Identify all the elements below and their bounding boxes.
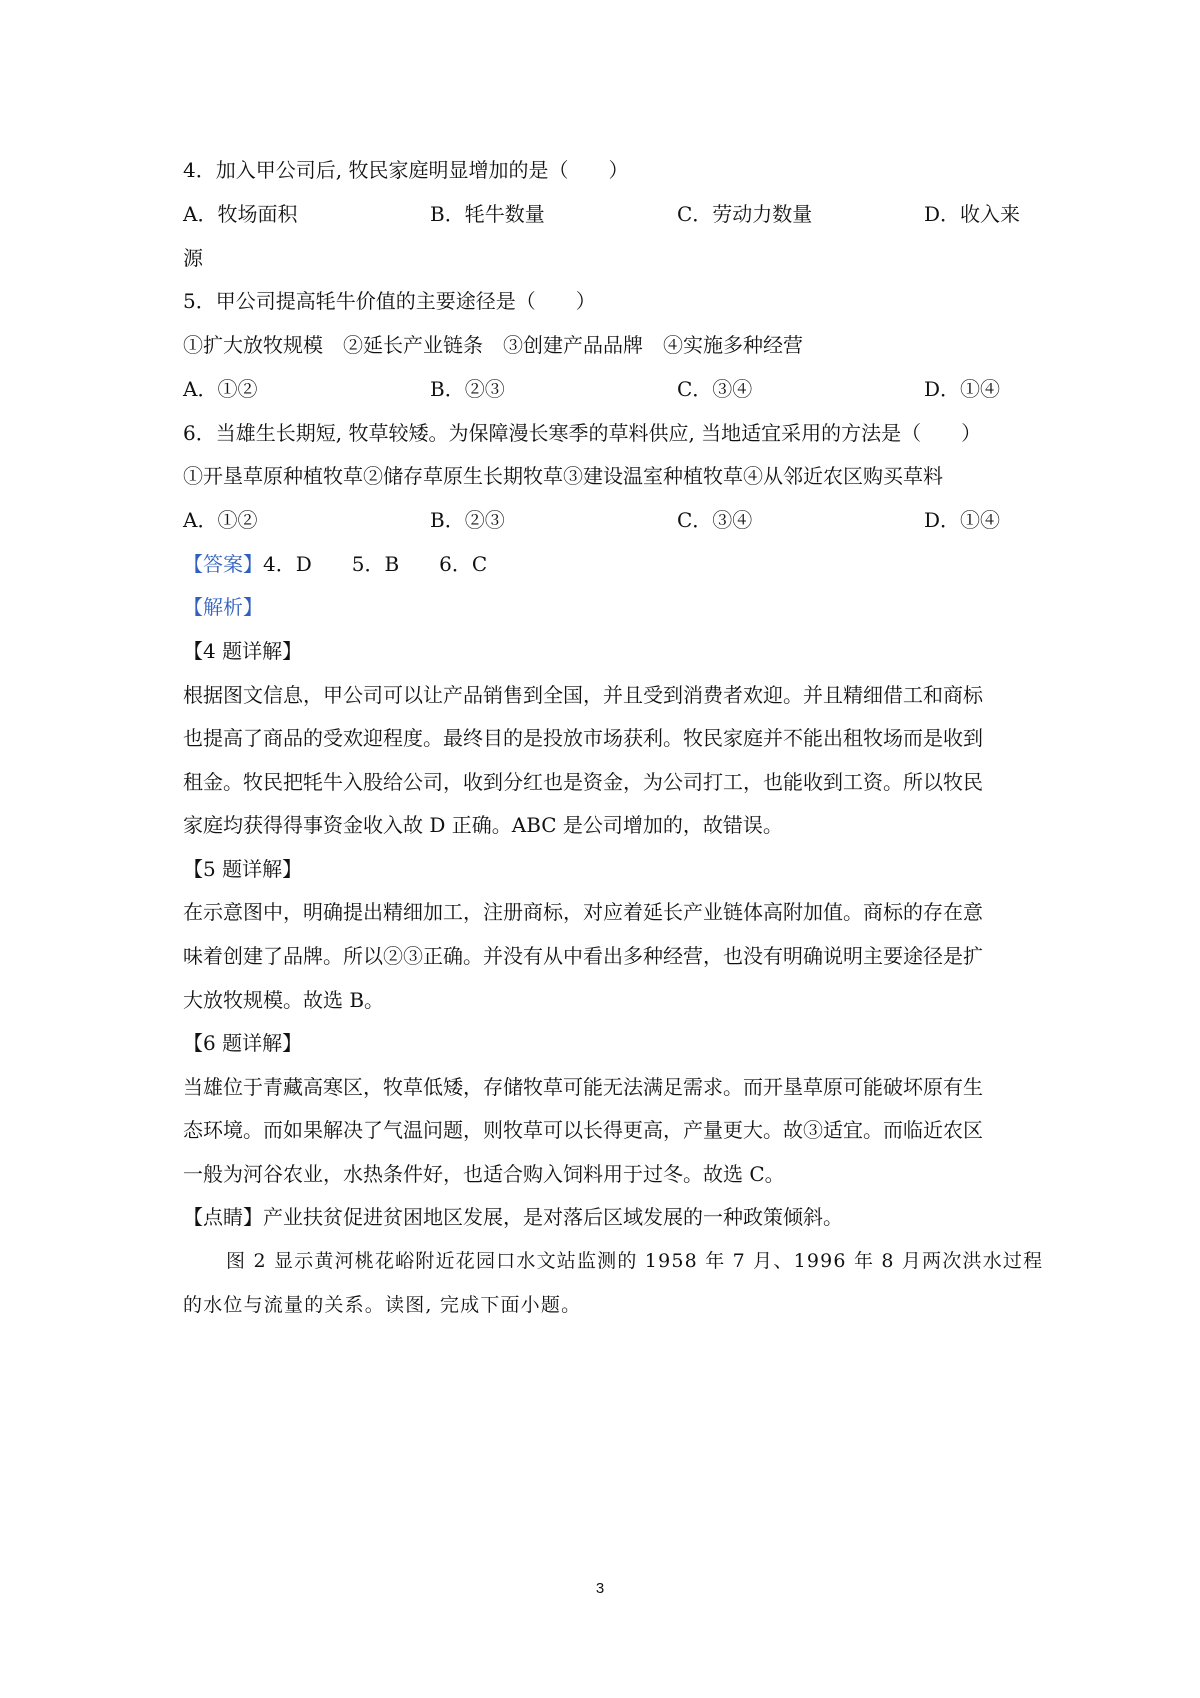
question-5-option-c: C．③④: [677, 377, 753, 401]
detail-5-line: 味着创建了品牌。所以②③正确。并没有从中看出多种经营，也没有明确说明主要途径是扩: [183, 944, 983, 968]
detail-6-line: 态环境。而如果解决了气温问题，则牧草可以长得更高，产量更大。故③适宜。而临近农区: [183, 1118, 983, 1142]
question-6-options: [183, 505, 1023, 535]
detail-4-line: 根据图文信息，甲公司可以让产品销售到全国，并且受到消费者欢迎。并且精细借工和商标: [183, 683, 983, 707]
note-tag: 【点睛】: [183, 1205, 263, 1229]
question-6-option-c: C．③④: [677, 508, 753, 532]
answer-text: 4．D 5．B 6．C: [263, 552, 488, 576]
question-5-choices: ①扩大放牧规模 ②延长产业链条 ③创建产品品牌 ④实施多种经营: [183, 333, 803, 357]
question-5-option-a: A．①②: [183, 377, 258, 401]
question-4-option-a: A．牧场面积: [183, 202, 298, 226]
question-4-option-d: D．收入来: [924, 202, 1021, 226]
question-4-option-c: C．劳动力数量: [677, 202, 813, 226]
analysis-tag: 【解析】: [183, 595, 263, 619]
question-4-option-b: B．牦牛数量: [430, 202, 545, 226]
answer-tag: 【答案】: [183, 552, 263, 576]
question-5-option-d: D．①④: [924, 377, 1001, 401]
detail-4-title: 【4 题详解】: [183, 639, 303, 663]
note-line: [183, 1202, 1023, 1232]
figure-caption-line-2: 的水位与流量的关系。读图, 完成下面小题。: [183, 1294, 582, 1316]
answer-line: [183, 549, 1023, 579]
note-text: 产业扶贫促进贫困地区发展，是对落后区域发展的一种政策倾斜。: [263, 1205, 843, 1229]
question-4-stem: 4．加入甲公司后, 牧民家庭明显增加的是（ ）: [183, 158, 629, 182]
detail-5-title: 【5 题详解】: [183, 857, 303, 881]
detail-6-line: 一般为河谷农业，水热条件好，也适合购入饲料用于过冬。故选 C。: [183, 1162, 785, 1186]
detail-6-line: 当雄位于青藏高寒区，牧草低矮，存储牧草可能无法满足需求。而开垦草原可能破坏原有生: [183, 1075, 983, 1099]
question-4-options: [183, 199, 1023, 229]
question-4-option-d-wrap: 源: [183, 246, 203, 270]
page-number: 3: [595, 1580, 605, 1597]
detail-5-line: 大放牧规模。故选 B。: [183, 988, 385, 1012]
figure-caption-line-1: 图 2 显示黄河桃花峪附近花园口水文站监测的 1958 年 7 月、1996 年 8 月两次洪水过程: [226, 1250, 1044, 1272]
detail-4-line: 家庭均获得得事资金收入故 D 正确。ABC 是公司增加的，故错误。: [183, 813, 783, 837]
detail-4-line: 租金。牧民把牦牛入股给公司，收到分红也是资金，为公司打工，也能收到工资。所以牧民: [183, 770, 983, 794]
question-6-choices: ①开垦草原种植牧草②储存草原生长期牧草③建设温室种植牧草④从邻近农区购买草料: [183, 464, 943, 488]
question-6-stem: 6．当雄生长期短, 牧草较矮。为保障漫长寒季的草料供应, 当地适宜采用的方法是（ ）: [183, 421, 982, 445]
detail-6-title: 【6 题详解】: [183, 1031, 303, 1055]
question-6-option-b: B．②③: [430, 508, 505, 532]
question-5-options: [183, 374, 1023, 404]
question-6-option-d: D．①④: [924, 508, 1001, 532]
question-6-option-a: A．①②: [183, 508, 258, 532]
detail-4-line: 也提高了商品的受欢迎程度。最终目的是投放市场获利。牧民家庭并不能出租牧场而是收到: [183, 726, 983, 750]
question-5-stem: 5．甲公司提高牦牛价值的主要途径是（ ）: [183, 289, 596, 313]
detail-5-line: 在示意图中，明确提出精细加工，注册商标，对应着延长产业链体高附加值。商标的存在意: [183, 900, 983, 924]
question-5-option-b: B．②③: [430, 377, 505, 401]
